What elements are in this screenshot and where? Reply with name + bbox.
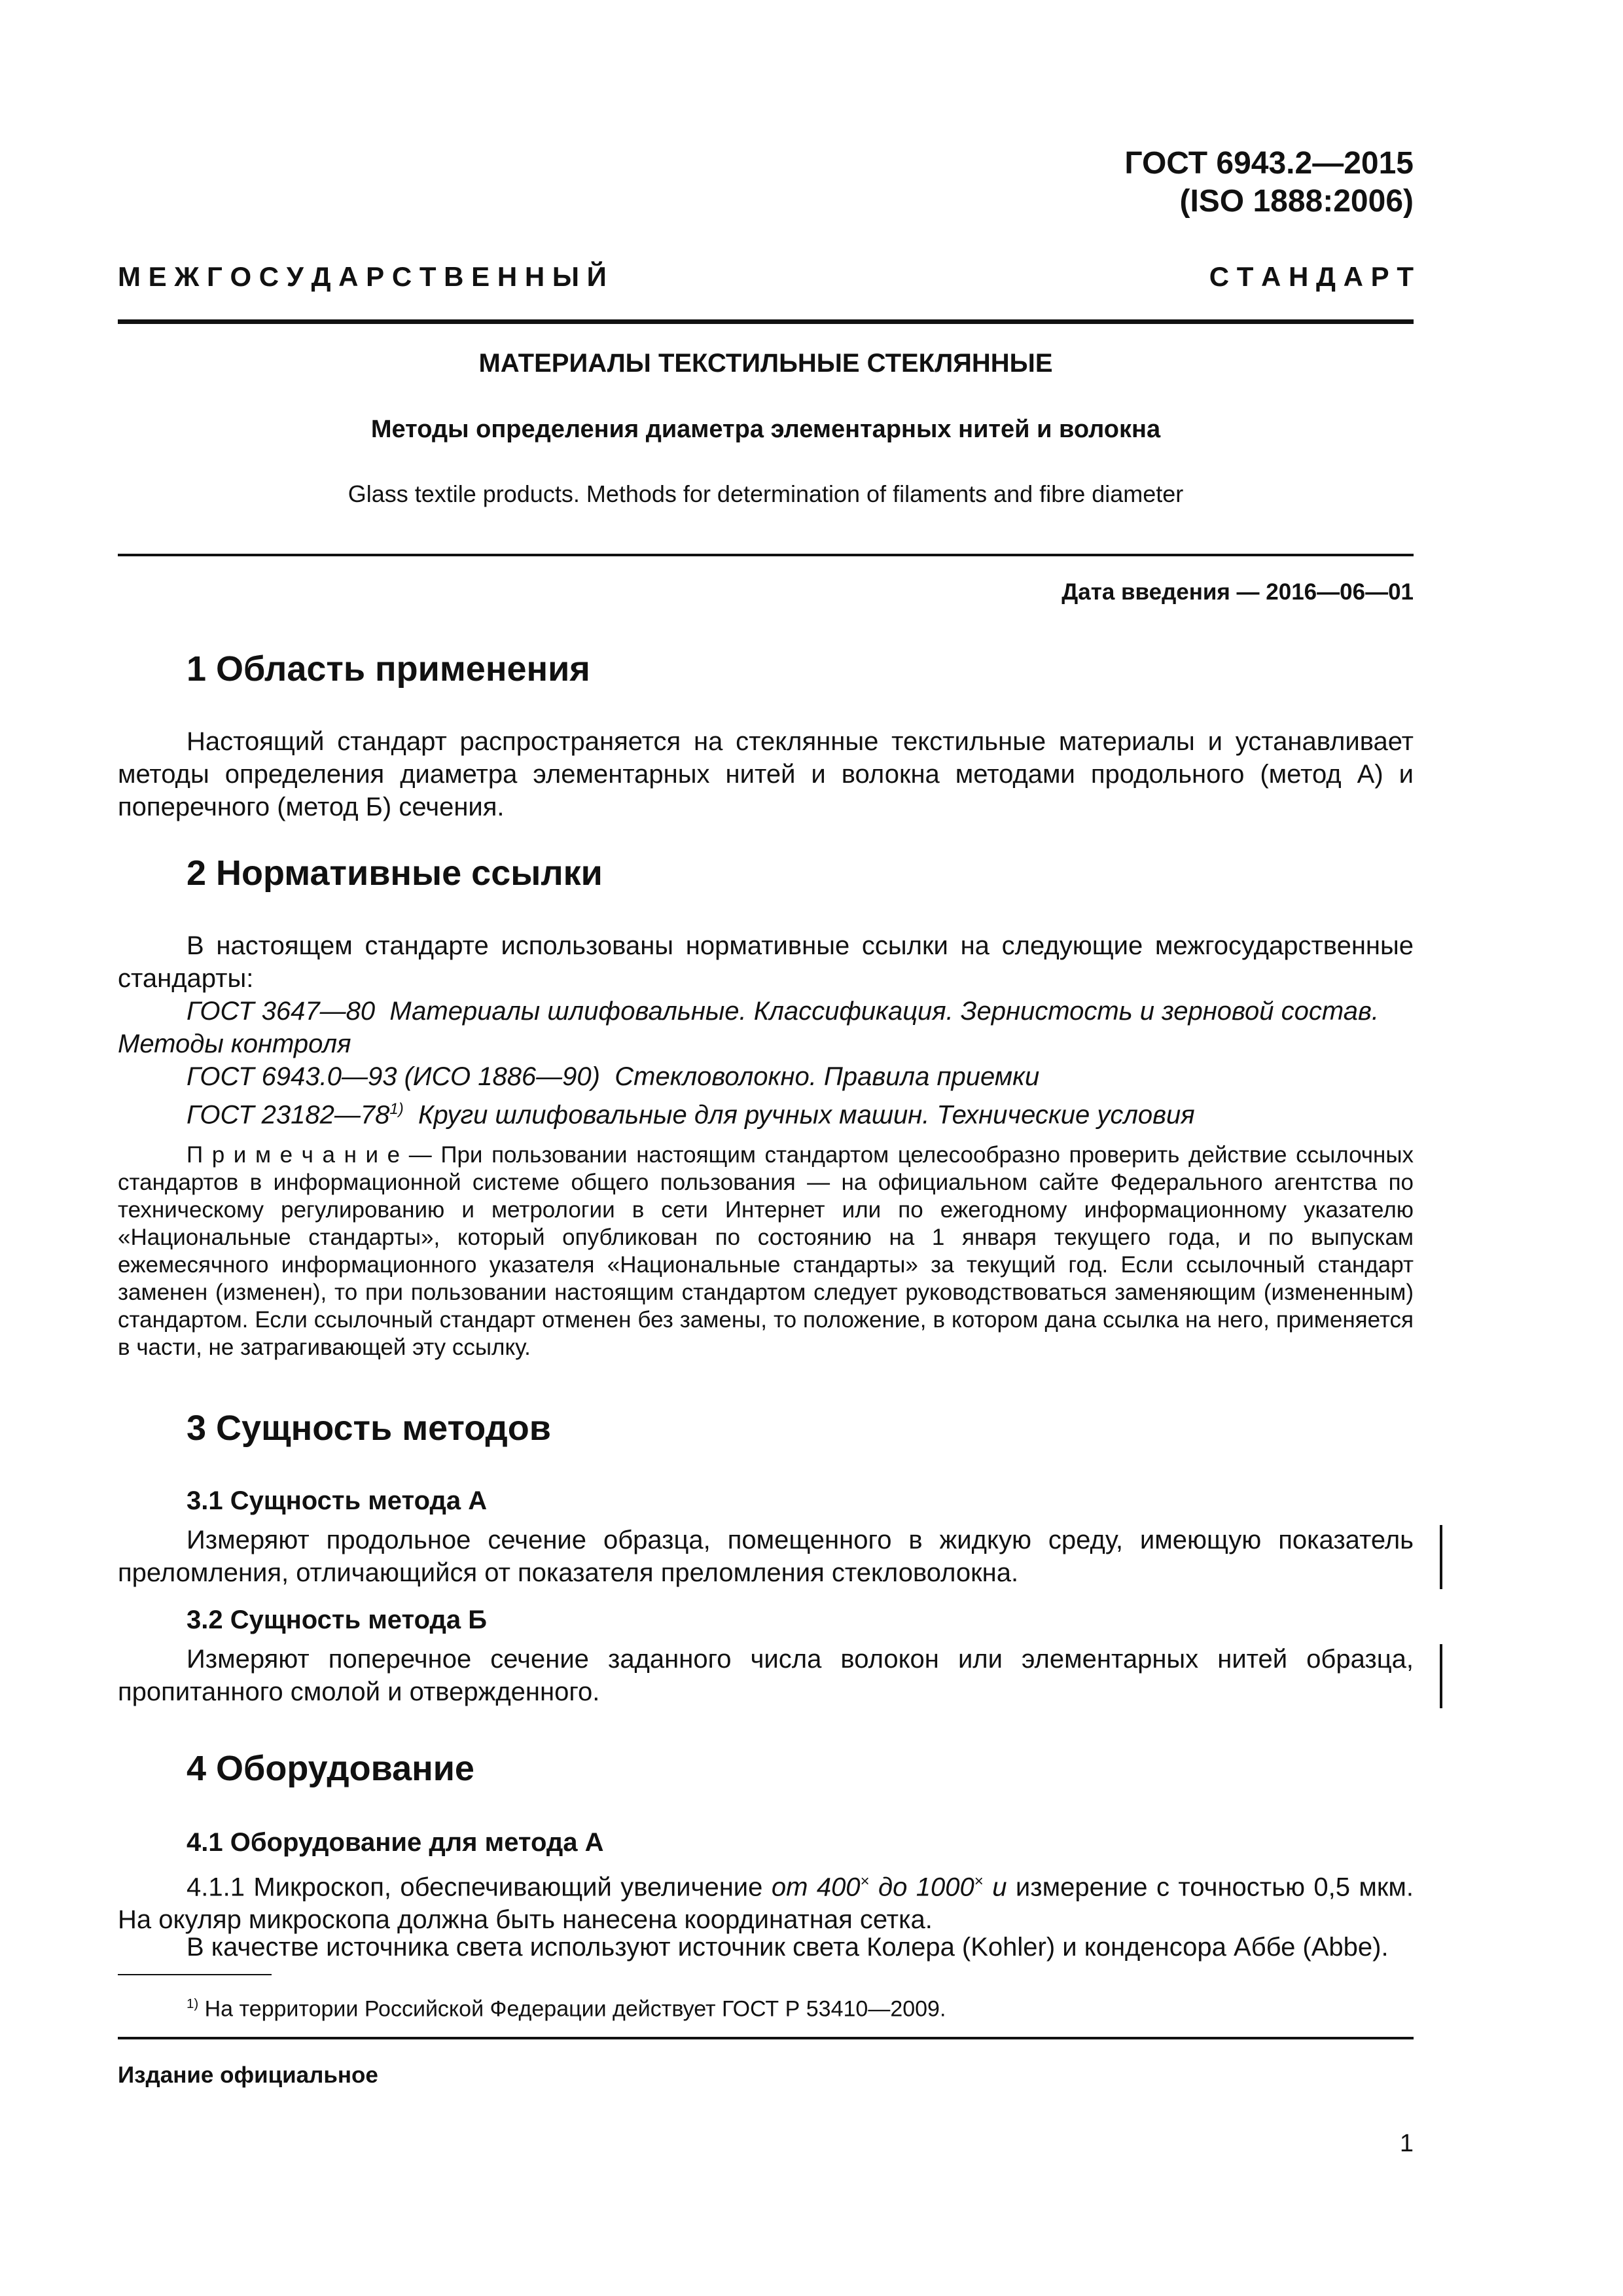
document-subtitle: Методы определения диаметра элементарных нитей и волокна [370, 416, 1161, 443]
subsection-4-1-heading: 4.1 Оборудование для метода А [187, 1828, 604, 1857]
document-title: МАТЕРИАЛЫ ТЕКСТИЛЬНЫЕ СТЕКЛЯННЫЕ [478, 349, 1053, 378]
subsection-3-2-text: Измеряют поперечное сечение заданного числа волокон или элементарных нитей образца, пропитанного смолой и отвержденного. [118, 1645, 1414, 1706]
footer-rule [118, 2037, 1414, 2039]
subsection-3-1-heading: 3.1 Сущность метода А [187, 1486, 488, 1515]
section-1-text: Настоящий стандарт распространяется на стеклянные текстильные материалы и устанавливает методы определения диаметра элементарных нитей и волокна методами продольного (метод А) и поперечного (метод Б) сечения. [118, 727, 1414, 821]
times-sign: × [974, 1873, 984, 1890]
iso-number: (ISO 1888:2006) [1179, 184, 1414, 219]
intro-date: Дата введения — 2016—06—01 [1061, 579, 1414, 605]
subsection-3-1-text: Измеряют продольное сечение образца, помещенного в жидкую среду, имеющую показатель преломления, отличающийся от показателя преломления стекловолокна. [118, 1526, 1414, 1587]
p411-text-e: измерение с точностью 0,5 мкм. На окуляр микроскопа должна быть нанесена координатная сетка. [118, 1873, 1414, 1935]
footnote [187, 1990, 946, 2023]
reference-title: Круги шлифовальные для ручных машин. Технические условия [418, 1100, 1195, 1130]
paragraph-light-source: В качестве источника света используют источник света Колера (Kohler) и конденсора Аббе (Abbe). [187, 1933, 1389, 1962]
section-1-heading: 1 Область применения [187, 649, 590, 689]
section-2-heading: 2 Нормативные ссылки [187, 853, 603, 893]
doc-number: ГОСТ 6943.2—2015 [1124, 146, 1414, 181]
edition-label: Издание официальное [118, 2062, 378, 2088]
header-rule [118, 319, 1414, 324]
banner-left: М Е Ж Г О С У Д А Р С Т В Е Н Н Ы Й [118, 261, 607, 292]
english-title: Glass textile products. Methods for determination of filaments and fibre diameter [348, 480, 1184, 507]
footnote-mark: 1) [187, 1997, 199, 2011]
times-sign: × [860, 1873, 870, 1890]
subsection-3-2-heading: 3.2 Сущность метода Б [187, 1605, 487, 1634]
p411-text-c: до 1000 [878, 1873, 974, 1902]
footnote-text: На территории Российской Федерации действует ГОСТ Р 53410—2009. [204, 1996, 946, 2022]
p411-text-a: 4.1.1 Микроскоп, обеспечивающий увеличение [187, 1873, 763, 1902]
reference-item [187, 1060, 1039, 1093]
page-number: 1 [1399, 2130, 1414, 2157]
p411-text-d: и [992, 1873, 1007, 1902]
reference-title: Стекловолокно. Правила приемки [615, 1062, 1040, 1091]
section-2-text: В настоящем стандарте использованы нормативные ссылки на следующие межгосударственные стандарты: [118, 931, 1414, 993]
section-3-heading: 3 Сущность методов [187, 1408, 551, 1448]
reference-item [187, 1093, 1195, 1131]
note-block [118, 1141, 1414, 1361]
change-bar [1440, 1525, 1442, 1589]
paragraph-4-1-1 [118, 1865, 1414, 1936]
banner-right: С Т А Н Д А Р Т [1209, 261, 1414, 292]
p411-text-b: от 400 [771, 1873, 861, 1902]
footnote-ref-mark: 1) [389, 1100, 404, 1118]
title-rule [118, 554, 1414, 556]
reference-code: ГОСТ 3647—80 [187, 997, 376, 1026]
note-text: При пользовании настоящим стандартом целесообразно проверить действие ссылочных стандартов в информационной системе общего пользования — на официальном сайте Федерального агентства по техническому регулированию и метрологии в сети Интернет или по ежегодному информационному указателю «Национальные стандарты», который опубликован по состоянию на 1 января текущего года, и по выпускам ежемесячного информационного указателя «Национальные стандарты» за текущий год. Если ссылочный стандарт заменен (изменен), то при пользовании настоящим стандартом следует руководствоваться заменяющим (измененным) стандартом. Если ссылочный стандарт отменен без замены, то положение, в котором дана ссылка на него, применяется в части, не затрагивающей эту ссылку. [118, 1142, 1414, 1360]
reference-title: Материалы шлифовальные. Классификация. Зернистость и зерновой состав. Методы контроля [118, 997, 1379, 1058]
reference-code: ГОСТ 23182—78 [187, 1100, 390, 1130]
reference-item [118, 995, 1414, 1060]
note-label: П р и м е ч а н и е — [187, 1142, 432, 1168]
footnote-separator [118, 1974, 272, 1975]
change-bar [1440, 1644, 1442, 1708]
reference-code: ГОСТ 6943.0—93 (ИСО 1886—90) [187, 1062, 600, 1091]
section-4-heading: 4 Оборудование [187, 1749, 474, 1788]
